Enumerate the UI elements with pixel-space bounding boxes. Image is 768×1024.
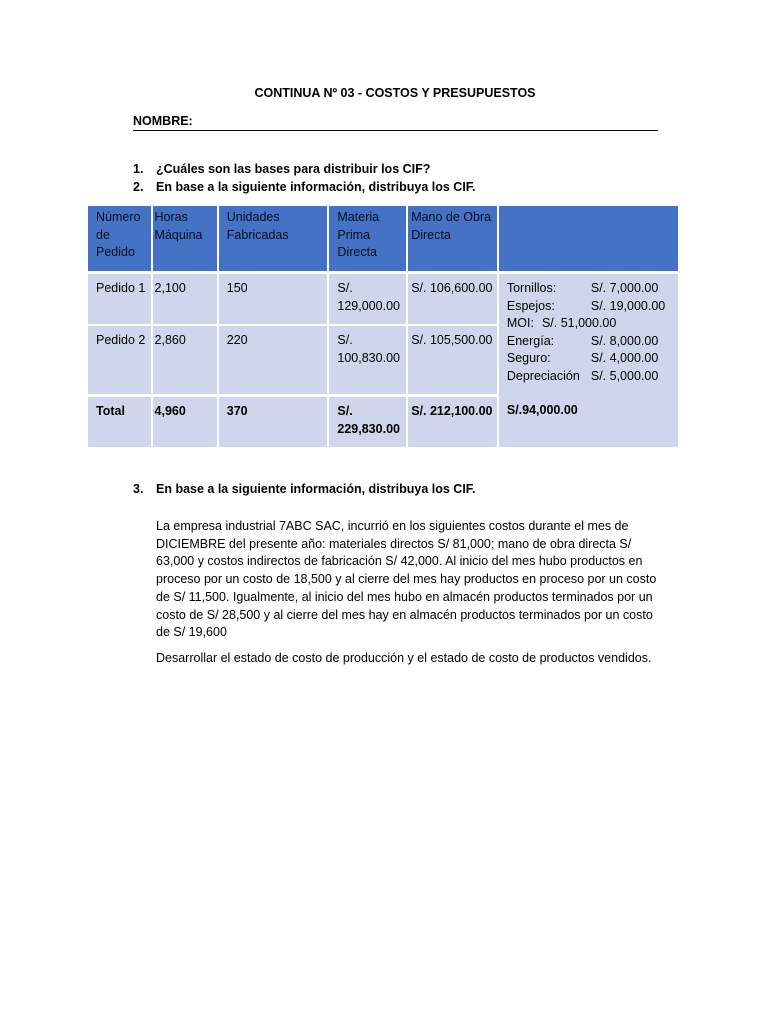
cell-materia-prima: S/. 100,830.00	[328, 325, 407, 396]
total-unidades: 370	[218, 396, 329, 448]
cell-unidades: 220	[218, 325, 329, 396]
cell-mano-de-obra: S/. 106,600.00	[407, 273, 498, 326]
question-2	[133, 180, 476, 194]
header-cif	[498, 206, 679, 273]
cell-pedido: Pedido 1	[88, 273, 152, 326]
cell-pedido: Pedido 2	[88, 325, 152, 396]
question-2-number: 2.	[133, 180, 144, 194]
question-3	[133, 482, 476, 496]
cif-table	[88, 206, 680, 447]
cif-item: Espejos: S/. 19,000.00	[506, 298, 666, 313]
question-1-text: ¿Cuáles son las bases para distribuir los CIF?	[156, 162, 431, 176]
header-horas-maquina: Horas Máquina	[152, 206, 218, 273]
cell-materia-prima: S/. 129,000.00	[328, 273, 407, 326]
cif-item: MOI: S/. 51,000.00	[506, 316, 617, 330]
document-title: CONTINUA Nº 03 - COSTOS Y PRESUPUESTOS	[254, 86, 536, 100]
question-2-text: En base a la siguiente información, distribuya los CIF.	[156, 180, 476, 194]
cif-item: Seguro: S/. 4,000.00	[506, 351, 659, 365]
total-label: Total	[88, 396, 152, 448]
cell-mano-de-obra: S/. 105,500.00	[407, 325, 498, 396]
case-paragraph: La empresa industrial 7ABC SAC, incurrió en los siguientes costos durante el mes de DICIEMBRE del presente año: materiales directos S/ 81,000; mano de obra directa S/ 63,000 y costos indirectos de fabricación S/ 42,000. Al inicio del mes hubo productos en proceso por un costo de 18,500 y al cierre del mes hay productos en proceso por un costo de S/ 11,500. Igualmente, al inicio del mes hubo en almacén productos terminados por un costo de S/ 28,500 y al cierre del mes hay en almacén productos terminados por un costo de S/ 19,600	[156, 519, 657, 640]
nombre-field-label: NOMBRE:	[133, 114, 658, 131]
table-header-row	[88, 206, 679, 273]
question-1-number: 1.	[133, 162, 144, 176]
question-3-text: En base a la siguiente información, distribuya los CIF.	[156, 482, 476, 496]
header-unidades-fabricadas: Unidades Fabricadas	[218, 206, 329, 273]
instruction-paragraph: Desarrollar el estado de costo de producción y el estado de costo de productos vendidos.	[156, 651, 652, 665]
table-total-row	[88, 396, 679, 448]
header-mano-de-obra: Mano de Obra Directa	[407, 206, 498, 273]
question-3-number: 3.	[133, 482, 144, 496]
cif-item: Tornillos: S/. 7,000.00	[506, 281, 659, 295]
cell-horas: 2,100	[152, 273, 218, 326]
total-materia-prima: S/. 229,830.00	[328, 396, 407, 448]
cell-unidades: 150	[218, 273, 329, 326]
total-cif: S/.94,000.00	[498, 396, 679, 448]
question-1	[133, 162, 430, 176]
cif-item: Energía: S/. 8,000.00	[506, 333, 659, 348]
total-horas: 4,960	[152, 396, 218, 448]
cif-item: Depreciación S/. 5,000.00	[506, 368, 659, 383]
cell-cif-breakdown	[498, 273, 679, 396]
header-numero-pedido: Número de Pedido	[88, 206, 152, 273]
cell-horas: 2,860	[152, 325, 218, 396]
total-mano-de-obra: S/. 212,100.00	[407, 396, 498, 448]
table-row	[88, 273, 679, 326]
header-materia-prima: Materia Prima Directa	[328, 206, 407, 273]
